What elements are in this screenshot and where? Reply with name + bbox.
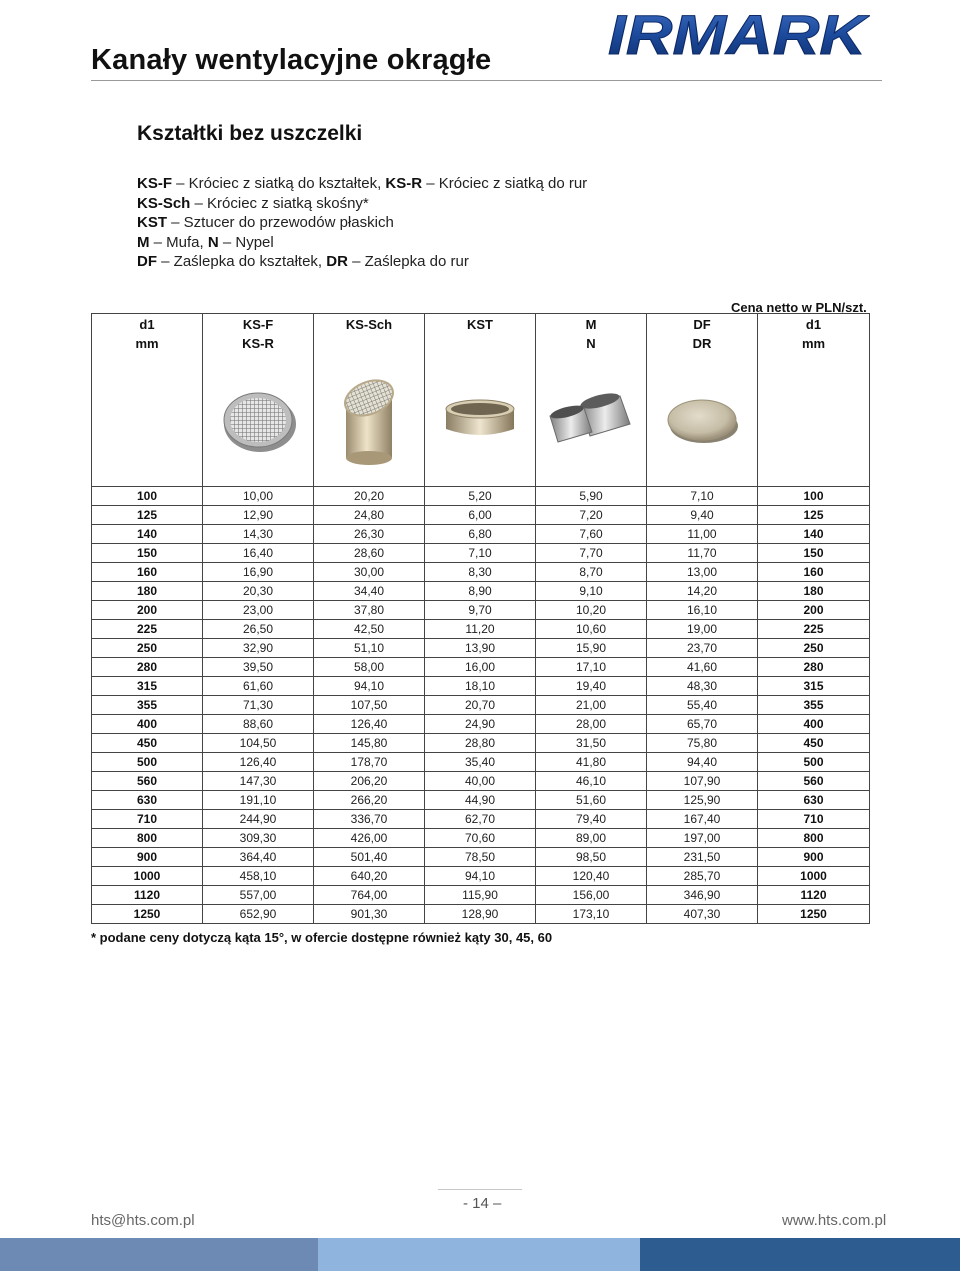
table-row	[92, 905, 870, 924]
header-d1: d1 mm	[92, 314, 203, 354]
header-rule	[91, 80, 882, 81]
cell-df-dr: 9,40	[647, 506, 758, 525]
cell-d1: 140	[758, 525, 870, 544]
table-row	[92, 620, 870, 639]
cell-ks-sch: 94,10	[314, 677, 425, 696]
cell-kst: 28,80	[425, 734, 536, 753]
header-ks-sch: KS-Sch	[314, 314, 425, 354]
section-title: Kształtki bez uszczelki	[137, 122, 363, 145]
cell-ks-sch: 28,60	[314, 544, 425, 563]
footer-email[interactable]: hts@hts.com.pl	[91, 1212, 195, 1229]
cell-df-dr: 23,70	[647, 639, 758, 658]
end-cap-icon	[662, 392, 742, 448]
cell-ks-sch: 501,40	[314, 848, 425, 867]
cell-ks-f-ks-r: 10,00	[203, 487, 314, 506]
cell-ks-sch: 206,20	[314, 772, 425, 791]
cell-d1: 200	[92, 601, 203, 620]
legend-desc: – Nypel	[218, 233, 274, 251]
cell-d1: 150	[92, 544, 203, 563]
cell-kst: 8,90	[425, 582, 536, 601]
angled-mesh-pipe-icon	[334, 370, 404, 470]
cell-df-dr: 13,00	[647, 563, 758, 582]
price-table-body	[92, 487, 870, 924]
cell-ks-sch: 901,30	[314, 905, 425, 924]
table-row	[92, 525, 870, 544]
cell-ks-sch: 37,80	[314, 601, 425, 620]
cell-ks-sch: 126,40	[314, 715, 425, 734]
legend-line	[137, 233, 587, 253]
cell-df-dr: 41,60	[647, 658, 758, 677]
cell-m-n: 10,60	[536, 620, 647, 639]
cell-ks-f-ks-r: 71,30	[203, 696, 314, 715]
cell-ks-sch: 145,80	[314, 734, 425, 753]
table-row	[92, 563, 870, 582]
image-cell-empty	[92, 353, 203, 487]
cell-d1: 180	[758, 582, 870, 601]
cell-ks-sch: 266,20	[314, 791, 425, 810]
cell-d1: 560	[758, 772, 870, 791]
table-row	[92, 506, 870, 525]
cell-ks-f-ks-r: 309,30	[203, 829, 314, 848]
table-row	[92, 544, 870, 563]
cell-ks-f-ks-r: 652,90	[203, 905, 314, 924]
cell-m-n: 5,90	[536, 487, 647, 506]
legend-code: DF	[137, 253, 157, 271]
footer-bar-left	[0, 1238, 318, 1271]
legend-code: N	[207, 233, 219, 251]
image-cell-empty	[758, 353, 870, 487]
cell-m-n: 89,00	[536, 829, 647, 848]
cell-ks-sch: 58,00	[314, 658, 425, 677]
cell-ks-f-ks-r: 126,40	[203, 753, 314, 772]
cell-d1: 355	[92, 696, 203, 715]
header-kst: KST	[425, 314, 536, 354]
footer-website[interactable]: www.hts.com.pl	[782, 1212, 887, 1229]
cell-df-dr: 285,70	[647, 867, 758, 886]
cell-df-dr: 231,50	[647, 848, 758, 867]
cell-df-dr: 94,40	[647, 753, 758, 772]
legend-desc: – Mufa,	[149, 233, 208, 251]
cell-m-n: 21,00	[536, 696, 647, 715]
cell-m-n: 28,00	[536, 715, 647, 734]
cell-d1: 450	[92, 734, 203, 753]
cell-kst: 24,90	[425, 715, 536, 734]
coupling-pair-icon	[546, 390, 636, 450]
cell-ks-sch: 34,40	[314, 582, 425, 601]
legend-desc: – Zaślepka do rur	[347, 253, 469, 271]
cell-ks-sch: 26,30	[314, 525, 425, 544]
cell-ks-f-ks-r: 61,60	[203, 677, 314, 696]
cell-m-n: 120,40	[536, 867, 647, 886]
cell-d1: 125	[92, 506, 203, 525]
cell-d1: 250	[758, 639, 870, 658]
legend-code: KS-R	[385, 175, 423, 192]
cell-d1: 160	[758, 563, 870, 582]
cell-kst: 7,10	[425, 544, 536, 563]
table-row	[92, 658, 870, 677]
cell-d1: 355	[758, 696, 870, 715]
cell-d1: 630	[758, 791, 870, 810]
cell-ks-sch: 336,70	[314, 810, 425, 829]
cell-m-n: 51,60	[536, 791, 647, 810]
table-row	[92, 753, 870, 772]
table-row	[92, 601, 870, 620]
ring-connector-icon	[440, 395, 520, 445]
cell-df-dr: 16,10	[647, 601, 758, 620]
cell-d1: 630	[92, 791, 203, 810]
cell-m-n: 19,40	[536, 677, 647, 696]
cell-m-n: 41,80	[536, 753, 647, 772]
cell-ks-f-ks-r: 147,30	[203, 772, 314, 791]
legend-desc: – Króciec z siatką skośny*	[190, 194, 369, 212]
cell-df-dr: 346,90	[647, 886, 758, 905]
legend-desc: – Zaślepka do kształtek,	[157, 253, 327, 271]
image-cell-df-dr	[647, 353, 758, 487]
cell-df-dr: 65,70	[647, 715, 758, 734]
cell-ks-f-ks-r: 16,40	[203, 544, 314, 563]
cell-d1: 315	[92, 677, 203, 696]
cell-m-n: 31,50	[536, 734, 647, 753]
cell-ks-f-ks-r: 244,90	[203, 810, 314, 829]
cell-d1: 160	[92, 563, 203, 582]
legend-desc: – Króciec z siatką do kształtek,	[172, 175, 386, 192]
cell-ks-f-ks-r: 364,40	[203, 848, 314, 867]
cell-m-n: 7,70	[536, 544, 647, 563]
cell-m-n: 173,10	[536, 905, 647, 924]
cell-ks-sch: 426,00	[314, 829, 425, 848]
page-number-rule	[438, 1189, 522, 1190]
table-row	[92, 810, 870, 829]
legend-desc: – Sztucer do przewodów płaskich	[167, 214, 394, 232]
product-legend	[137, 174, 587, 272]
table-header-row	[92, 314, 870, 354]
table-row	[92, 677, 870, 696]
cell-ks-f-ks-r: 104,50	[203, 734, 314, 753]
cell-df-dr: 75,80	[647, 734, 758, 753]
cell-d1: 800	[758, 829, 870, 848]
cell-kst: 94,10	[425, 867, 536, 886]
cell-ks-sch: 178,70	[314, 753, 425, 772]
cell-df-dr: 14,20	[647, 582, 758, 601]
cell-ks-f-ks-r: 12,90	[203, 506, 314, 525]
mesh-disc-icon	[218, 384, 298, 456]
cell-m-n: 79,40	[536, 810, 647, 829]
header-m: M N	[536, 314, 647, 354]
image-cell-ks-sch	[314, 353, 425, 487]
cell-d1: 900	[758, 848, 870, 867]
cell-d1: 1250	[92, 905, 203, 924]
table-row	[92, 791, 870, 810]
cell-df-dr: 7,10	[647, 487, 758, 506]
table-row	[92, 886, 870, 905]
cell-d1: 400	[758, 715, 870, 734]
cell-d1: 125	[758, 506, 870, 525]
header-df: DF DR	[647, 314, 758, 354]
table-row	[92, 867, 870, 886]
cell-ks-f-ks-r: 557,00	[203, 886, 314, 905]
logo-text: IRMARK	[608, 4, 870, 66]
cell-d1: 500	[758, 753, 870, 772]
price-table	[91, 313, 870, 924]
page-title: Kanały wentylacyjne okrągłe	[91, 44, 492, 76]
cell-kst: 44,90	[425, 791, 536, 810]
cell-kst: 6,80	[425, 525, 536, 544]
image-cell-kst	[425, 353, 536, 487]
cell-m-n: 8,70	[536, 563, 647, 582]
cell-d1: 200	[758, 601, 870, 620]
table-row	[92, 487, 870, 506]
cell-ks-f-ks-r: 26,50	[203, 620, 314, 639]
cell-kst: 13,90	[425, 639, 536, 658]
cell-kst: 9,70	[425, 601, 536, 620]
cell-kst: 18,10	[425, 677, 536, 696]
cell-ks-f-ks-r: 32,90	[203, 639, 314, 658]
cell-d1: 140	[92, 525, 203, 544]
cell-ks-sch: 640,20	[314, 867, 425, 886]
cell-ks-sch: 30,00	[314, 563, 425, 582]
cell-ks-f-ks-r: 23,00	[203, 601, 314, 620]
cell-df-dr: 197,00	[647, 829, 758, 848]
table-row	[92, 734, 870, 753]
cell-ks-sch: 107,50	[314, 696, 425, 715]
cell-d1: 500	[92, 753, 203, 772]
cell-df-dr: 19,00	[647, 620, 758, 639]
table-row	[92, 639, 870, 658]
cell-ks-f-ks-r: 16,90	[203, 563, 314, 582]
cell-kst: 70,60	[425, 829, 536, 848]
legend-code: M	[137, 233, 150, 251]
legend-line	[137, 252, 587, 272]
cell-m-n: 15,90	[536, 639, 647, 658]
legend-line	[137, 213, 587, 233]
cell-ks-sch: 24,80	[314, 506, 425, 525]
cell-d1: 560	[92, 772, 203, 791]
footnote: * podane ceny dotyczą kąta 15°, w ofercie dostępne również kąty 30, 45, 60	[91, 930, 553, 945]
cell-d1: 1000	[92, 867, 203, 886]
legend-line	[137, 194, 587, 214]
cell-d1: 900	[92, 848, 203, 867]
cell-d1: 280	[758, 658, 870, 677]
cell-df-dr: 11,00	[647, 525, 758, 544]
legend-line	[137, 174, 587, 194]
image-cell-ks-f	[203, 353, 314, 487]
cell-kst: 20,70	[425, 696, 536, 715]
cell-kst: 78,50	[425, 848, 536, 867]
table-row	[92, 848, 870, 867]
cell-d1: 1000	[758, 867, 870, 886]
cell-df-dr: 48,30	[647, 677, 758, 696]
footer-bar-middle	[318, 1238, 640, 1271]
legend-desc: – Króciec z siatką do rur	[422, 175, 588, 192]
cell-m-n: 98,50	[536, 848, 647, 867]
cell-ks-f-ks-r: 458,10	[203, 867, 314, 886]
cell-d1: 225	[92, 620, 203, 639]
product-image-row	[92, 353, 870, 487]
cell-d1: 250	[92, 639, 203, 658]
cell-kst: 16,00	[425, 658, 536, 677]
cell-kst: 11,20	[425, 620, 536, 639]
cell-df-dr: 125,90	[647, 791, 758, 810]
cell-ks-sch: 51,10	[314, 639, 425, 658]
cell-d1: 100	[758, 487, 870, 506]
price-note: Cena netto w PLN/szt.	[731, 300, 867, 315]
cell-kst: 115,90	[425, 886, 536, 905]
legend-code: DR	[326, 253, 348, 271]
cell-ks-f-ks-r: 191,10	[203, 791, 314, 810]
header-d1-right: d1 mm	[758, 314, 870, 354]
cell-ks-sch: 764,00	[314, 886, 425, 905]
cell-kst: 8,30	[425, 563, 536, 582]
irmark-logo	[604, 4, 870, 66]
cell-m-n: 156,00	[536, 886, 647, 905]
cell-df-dr: 107,90	[647, 772, 758, 791]
cell-d1: 710	[92, 810, 203, 829]
cell-d1: 150	[758, 544, 870, 563]
legend-code: KS-Sch	[137, 194, 191, 212]
cell-d1: 710	[758, 810, 870, 829]
legend-code: KST	[137, 214, 167, 232]
cell-m-n: 10,20	[536, 601, 647, 620]
table-row	[92, 772, 870, 791]
cell-df-dr: 11,70	[647, 544, 758, 563]
cell-ks-f-ks-r: 39,50	[203, 658, 314, 677]
cell-m-n: 7,60	[536, 525, 647, 544]
cell-d1: 315	[758, 677, 870, 696]
cell-d1: 180	[92, 582, 203, 601]
cell-d1: 1120	[92, 886, 203, 905]
cell-ks-f-ks-r: 14,30	[203, 525, 314, 544]
table-row	[92, 715, 870, 734]
cell-m-n: 17,10	[536, 658, 647, 677]
image-cell-m-n	[536, 353, 647, 487]
cell-df-dr: 55,40	[647, 696, 758, 715]
cell-df-dr: 167,40	[647, 810, 758, 829]
cell-kst: 35,40	[425, 753, 536, 772]
cell-ks-f-ks-r: 88,60	[203, 715, 314, 734]
table-row	[92, 829, 870, 848]
cell-ks-sch: 20,20	[314, 487, 425, 506]
cell-m-n: 46,10	[536, 772, 647, 791]
cell-kst: 40,00	[425, 772, 536, 791]
legend-code: KS-F	[137, 175, 172, 192]
cell-m-n: 7,20	[536, 506, 647, 525]
cell-ks-f-ks-r: 20,30	[203, 582, 314, 601]
table-row	[92, 696, 870, 715]
cell-kst: 62,70	[425, 810, 536, 829]
cell-df-dr: 407,30	[647, 905, 758, 924]
cell-d1: 1250	[758, 905, 870, 924]
cell-d1: 280	[92, 658, 203, 677]
footer-bar-right	[640, 1238, 960, 1271]
cell-ks-sch: 42,50	[314, 620, 425, 639]
cell-d1: 450	[758, 734, 870, 753]
cell-d1: 400	[92, 715, 203, 734]
cell-kst: 5,20	[425, 487, 536, 506]
cell-kst: 6,00	[425, 506, 536, 525]
cell-d1: 225	[758, 620, 870, 639]
page-number: - 14 –	[463, 1195, 502, 1212]
cell-d1: 100	[92, 487, 203, 506]
cell-kst: 128,90	[425, 905, 536, 924]
cell-m-n: 9,10	[536, 582, 647, 601]
cell-d1: 800	[92, 829, 203, 848]
header-ks-f: KS-F KS-R	[203, 314, 314, 354]
table-row	[92, 582, 870, 601]
cell-d1: 1120	[758, 886, 870, 905]
